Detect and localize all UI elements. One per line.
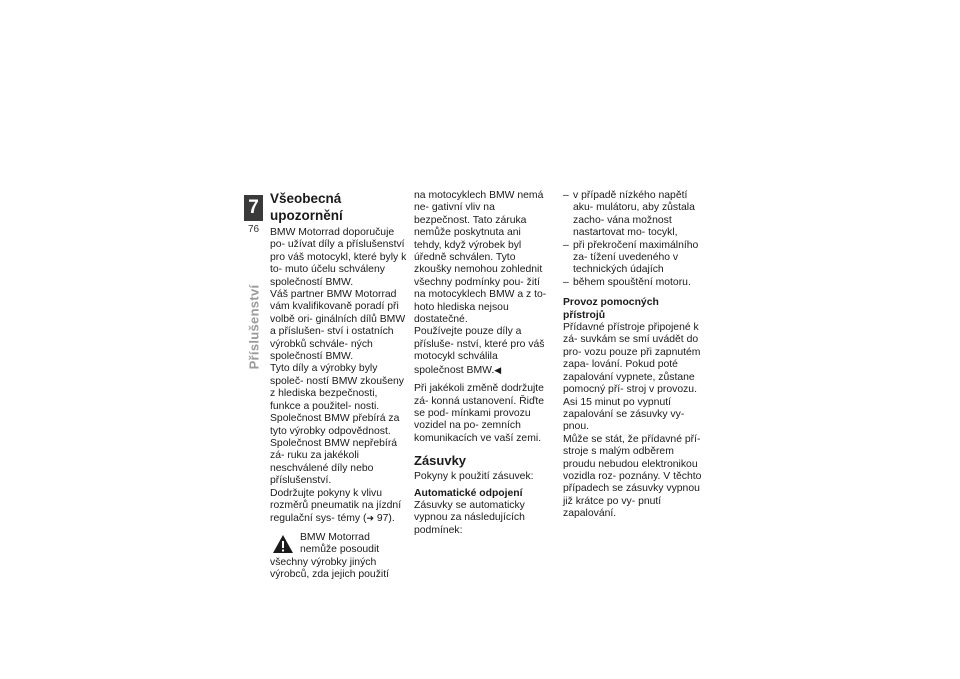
subheading-auxiliary-devices: Provoz pomocných přístrojů [563,297,659,321]
list-item: – při překročení maximálního za- tížení uvedeného v technických údajích [563,240,703,277]
paragraph-text: Dodržujte pokyny k vlivu rozměrů pneumatik na jízdní regulační sys- témy ( [270,487,402,525]
subheading-auto-disconnect: Automatické odpojení [414,487,523,499]
end-mark-icon: ◀ [494,364,502,375]
paragraph: Přídavné přístroje připojené k zá- suvkám se smí uvádět do pro- vozu pouze při zapnutém zapa- lování. Pokud poté zapalování vypnete, zůstane pomocný pří- stroj v provozu. Asi 15 minut po vypnutí zapalování se zásuvky vy- pnou. [563,322,701,433]
paragraph: Pokyny k použití zásuvek: [414,471,534,483]
warning-triangle-icon [272,534,294,554]
list-item: – v případě nízkého napětí aku- mulátoru, aby zůstala zacho- vána možnost nastartovat mo- tocykl, [563,190,703,240]
arrow-icon: ➜ [366,513,374,524]
column-1 [270,190,407,581]
chapter-tab [244,195,263,221]
paragraph: Může se stát, že přídavné pří- stroje s malým odběrem proudu nebudou elektronikou vozidla roz- poznány. V těchto případech se zásuvky vypnou již krátce po vy- pnutí zapalování. [563,433,702,520]
paragraph: Při jakékoli změně dodržujte zá- konná ustanovení. Řiďte se pod- mínkami provozu vozidel na po- zemních komunikacích ve vaší zemi. [414,383,544,444]
paragraph-text: Používejte pouze díly a přísluše- nství, které pro váš motocykl schválila společnost BMW. [414,326,545,376]
section-title-sockets: Zásuvky [414,453,467,469]
chapter-side-label-text: Příslušenství [246,284,262,370]
paragraph: Tyto díly a výrobky byly společ- ností BMW zkoušeny z hlediska bezpečnosti, funkce a použitel- nosti. Společnost BMW přebírá za tyto výrobky odpovědnost. [270,363,404,437]
chapter-side-label [246,272,262,382]
chapter-number: 7 [248,197,259,218]
condition-list [563,190,703,289]
page-reference[interactable]: 97). [376,513,395,525]
paragraph: na motocyklech BMW nemá ne- gativní vliv na bezpečnost. Tato záruka nemůže poskytnuta ani tehdy, když výrobek byl úředně schválen. Tyto zkoušky nemohou zohlednit všechny podmínky pou- žití na motocyklech BMW a z to- hoto hlediska nejsou dostatečné. [414,190,547,326]
warning-text: BMW Motorrad nemůže posoudit všechny výrobky jiných výrobců, zda jejich použití [270,531,389,580]
section-title-general: Všeobecná upozornění [270,191,343,223]
paragraph: Zásuvky se automaticky vypnou za následujících podmínek: [414,499,525,536]
column-3 [563,190,703,521]
paragraph: Váš partner BMW Motorrad vám kvalifikovaně poradí při volbě ori- ginálních dílů BMW a příslušen- ství i ostatních výrobků schvále- ných společností BMW. [270,289,406,363]
warning-block [270,532,407,582]
column-2 [414,190,550,537]
paragraph-tire-reference [270,488,407,526]
list-item: – během spouštění motoru. [563,277,703,289]
paragraph: BMW Motorrad doporučuje po- užívat díly a příslušenství pro váš motocykl, které byly k to- muto účelu schváleny společností BMW. [270,227,407,288]
page-number: 76 [247,224,260,235]
paragraph-approved-parts [414,326,550,377]
paragraph: Společnost BMW nepřebírá zá- ruku za jakékoli neschválené díly nebo příslušenství. [270,437,398,487]
